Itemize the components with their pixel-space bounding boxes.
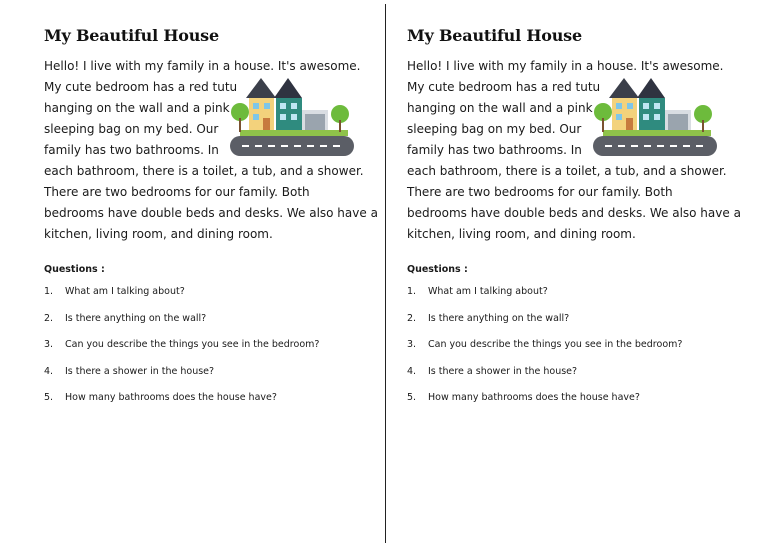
question-item xyxy=(407,313,682,340)
story-line: family has two bathrooms. In xyxy=(407,143,582,157)
questions-heading: Questions : xyxy=(44,264,105,275)
question-number: 1. xyxy=(407,286,417,297)
story-line: hanging on the wall and a pink xyxy=(44,101,230,115)
worksheet-title: My Beautiful House xyxy=(44,26,219,45)
question-number: 5. xyxy=(407,392,417,403)
worksheet-left xyxy=(44,0,384,543)
question-number: 2. xyxy=(407,312,417,324)
houses-illustration-icon xyxy=(230,74,354,162)
question-text: Can you describe the things you see in the bedroom? xyxy=(428,339,683,350)
houses-illustration-icon xyxy=(593,74,717,162)
question-text: What am I talking about? xyxy=(428,286,548,297)
question-item xyxy=(407,366,682,393)
question-item xyxy=(407,339,682,366)
question-item xyxy=(44,286,319,313)
story-line: kitchen, living room, and dining room. xyxy=(44,227,273,241)
story-line: Hello! I live with my family in a house. It's awesome. xyxy=(407,59,724,73)
worksheet-title: My Beautiful House xyxy=(407,26,582,45)
questions-list xyxy=(407,286,682,419)
worksheet-right xyxy=(407,0,747,543)
story-line: bedrooms have double beds and desks. We also have a xyxy=(44,206,378,220)
question-number: 2. xyxy=(44,312,54,324)
story-line: each bathroom, there is a toilet, a tub, and a shower. xyxy=(44,164,364,178)
story-line: sleeping bag on my bed. Our xyxy=(44,122,219,136)
story-line: each bathroom, there is a toilet, a tub, and a shower. xyxy=(407,164,727,178)
question-text: Is there anything on the wall? xyxy=(65,312,207,324)
question-item xyxy=(44,366,319,393)
story-line: sleeping bag on my bed. Our xyxy=(407,122,582,136)
question-text: Is there a shower in the house? xyxy=(428,365,578,377)
question-item xyxy=(407,392,682,419)
story-line: My cute bedroom has a red tutu xyxy=(407,80,601,94)
question-number: 3. xyxy=(407,339,417,350)
question-item xyxy=(407,286,682,313)
question-number: 5. xyxy=(44,392,54,403)
question-text: How many bathrooms does the house have? xyxy=(428,392,640,403)
page-divider xyxy=(385,4,386,543)
question-number: 3. xyxy=(44,339,54,350)
question-text: Is there anything on the wall? xyxy=(428,312,570,324)
question-item xyxy=(44,313,319,340)
question-number: 1. xyxy=(44,286,54,297)
question-text: Is there a shower in the house? xyxy=(65,365,215,377)
story-line: bedrooms have double beds and desks. We also have a xyxy=(407,206,741,220)
question-text: What am I talking about? xyxy=(65,286,185,297)
questions-list xyxy=(44,286,319,419)
story-line: Hello! I live with my family in a house. It's awesome. xyxy=(44,59,361,73)
story-line: There are two bedrooms for our family. Both xyxy=(44,185,310,199)
story-line: kitchen, living room, and dining room. xyxy=(407,227,636,241)
question-item xyxy=(44,339,319,366)
story-line: There are two bedrooms for our family. Both xyxy=(407,185,673,199)
story-line: hanging on the wall and a pink xyxy=(407,101,593,115)
story-line: family has two bathrooms. In xyxy=(44,143,219,157)
question-text: Can you describe the things you see in the bedroom? xyxy=(65,339,320,350)
question-number: 4. xyxy=(407,365,417,377)
question-text: How many bathrooms does the house have? xyxy=(65,392,277,403)
question-number: 4. xyxy=(44,365,54,377)
question-item xyxy=(44,392,319,419)
story-line: My cute bedroom has a red tutu xyxy=(44,80,238,94)
questions-heading: Questions : xyxy=(407,264,468,275)
